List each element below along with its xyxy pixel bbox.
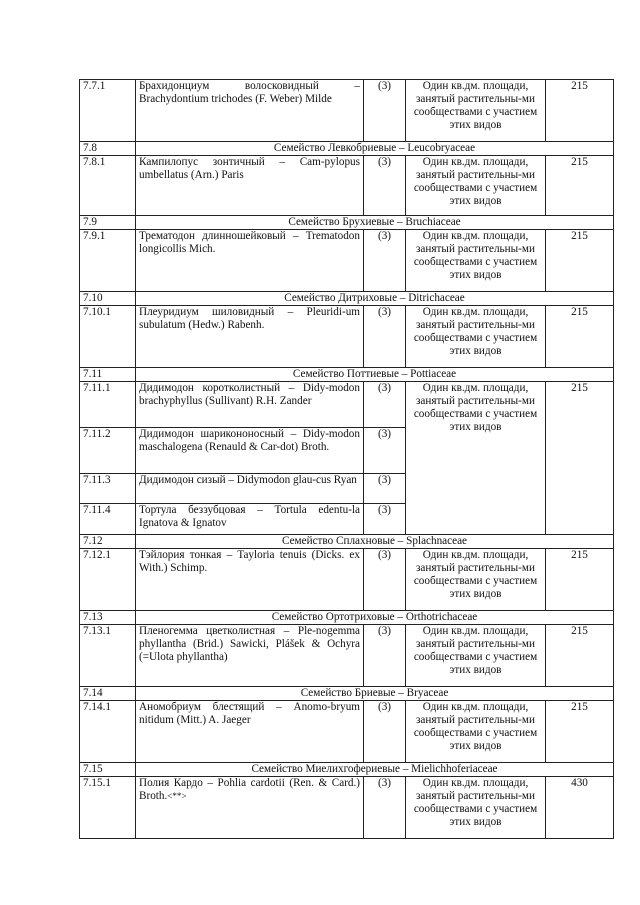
table-row xyxy=(80,763,614,777)
table-row xyxy=(80,777,614,839)
table-row xyxy=(80,625,614,687)
species-table xyxy=(79,79,614,839)
family-heading: Семейство Поттиевые – Pottiaceae xyxy=(136,368,614,382)
unit-cell: Один кв.дм. площади, занятый растительны-ми сообществами с участием этих видов xyxy=(406,701,546,763)
price-cell: 215 xyxy=(546,625,614,687)
species-name-text: Полия Кардо – Pohlia cardotii (Ren. & Card.) Broth. xyxy=(139,777,360,802)
species-name: Плеуридиум шиловидный – Pleuridi-um subulatum (Hedw.) Rabenh. xyxy=(136,306,364,368)
unit-cell: Один кв.дм. площади, занятый растительны-ми сообществами с участием этих видов xyxy=(406,306,546,368)
row-number: 7.13 xyxy=(80,611,136,625)
species-name: Дидимодон коротколистный – Didy-modon brachyphyllus (Sullivant) R.H. Zander xyxy=(136,382,364,428)
family-heading: Семейство Дитриховые – Ditrichaceae xyxy=(136,292,614,306)
unit-cell: Один кв.дм. площади, занятый растительны-ми сообществами с участием этих видов xyxy=(406,156,546,216)
family-heading: Семейство Ортотриховые – Orthotrichaceae xyxy=(136,611,614,625)
unit-cell: Один кв.дм. площади, занятый растительны-ми сообществами с участием этих видов xyxy=(406,625,546,687)
species-name xyxy=(136,777,364,839)
row-number: 7.8 xyxy=(80,142,136,156)
row-number: 7.8.1 xyxy=(80,156,136,216)
species-name: Дидимодон сизый – Didymodon glau-cus Ryan xyxy=(136,474,364,504)
price-cell: 215 xyxy=(546,382,614,535)
row-number: 7.15 xyxy=(80,763,136,777)
table-row xyxy=(80,701,614,763)
category-cell: (3) xyxy=(364,80,406,142)
species-name: Тэйлория тонкая – Tayloria tenuis (Dicks. ex With.) Schimp. xyxy=(136,549,364,611)
row-number: 7.12.1 xyxy=(80,549,136,611)
row-number: 7.15.1 xyxy=(80,777,136,839)
table-row xyxy=(80,687,614,701)
family-heading: Семейство Бриевые – Bryaceae xyxy=(136,687,614,701)
row-number: 7.9 xyxy=(80,216,136,230)
category-cell: (3) xyxy=(364,156,406,216)
row-number: 7.14.1 xyxy=(80,701,136,763)
unit-cell: Один кв.дм. площади, занятый растительны-ми сообществами с участием этих видов xyxy=(406,382,546,535)
species-name: Пленогемма цветколистная – Ple-nogemma phyllantha (Brid.) Sawicki, Plášek & Ochyra (=Ulota phyllantha) xyxy=(136,625,364,687)
unit-cell: Один кв.дм. площади, занятый растительны-ми сообществами с участием этих видов xyxy=(406,549,546,611)
unit-cell: Один кв.дм. площади, занятый растительны-ми сообществами с участием этих видов xyxy=(406,80,546,142)
category-cell: (3) xyxy=(364,230,406,292)
row-number: 7.14 xyxy=(80,687,136,701)
family-heading: Семейство Сплахновые – Splachnaceae xyxy=(136,535,614,549)
table-row xyxy=(80,80,614,142)
row-number: 7.11.1 xyxy=(80,382,136,428)
row-number: 7.11.3 xyxy=(80,474,136,504)
row-number: 7.9.1 xyxy=(80,230,136,292)
row-number: 7.10 xyxy=(80,292,136,306)
species-name: Аномобриум блестящий – Anomo-bryum nitidum (Mitt.) A. Jaeger xyxy=(136,701,364,763)
category-cell: (3) xyxy=(364,504,406,535)
price-cell: 430 xyxy=(546,777,614,839)
category-cell: (3) xyxy=(364,701,406,763)
species-name: Дидимодон шарикононосный – Didy-modon maschalogena (Renauld & Car-dot) Broth. xyxy=(136,428,364,474)
row-number: 7.13.1 xyxy=(80,625,136,687)
unit-cell: Один кв.дм. площади, занятый растительны-ми сообществами с участием этих видов xyxy=(406,777,546,839)
row-number: 7.11 xyxy=(80,368,136,382)
table-row xyxy=(80,142,614,156)
footnote-marker: <**> xyxy=(167,791,187,801)
species-name: Брахидонциум волосковидный – Brachydontium trichodes (F. Weber) Milde xyxy=(136,80,364,142)
category-cell: (3) xyxy=(364,777,406,839)
table-row xyxy=(80,549,614,611)
table-row xyxy=(80,216,614,230)
family-heading: Семейство Миелихгофериевые – Mielichhoferiaceae xyxy=(136,763,614,777)
species-name: Кампилопус зонтичный – Cam-pylopus umbellatus (Arn.) Paris xyxy=(136,156,364,216)
table-row xyxy=(80,156,614,216)
table-row xyxy=(80,306,614,368)
price-cell: 215 xyxy=(546,549,614,611)
table-row xyxy=(80,368,614,382)
price-cell: 215 xyxy=(546,306,614,368)
row-number: 7.12 xyxy=(80,535,136,549)
category-cell: (3) xyxy=(364,306,406,368)
family-heading: Семейство Брухиевые – Bruchiaceae xyxy=(136,216,614,230)
category-cell: (3) xyxy=(364,625,406,687)
family-heading: Семейство Левкобриевые – Leucobryaceae xyxy=(136,142,614,156)
species-name: Тортула беззубцовая – Tortula edentu-la Ignatova & Ignatov xyxy=(136,504,364,535)
species-name: Трематодон длинношейковый – Trematodon longicollis Mich. xyxy=(136,230,364,292)
price-cell: 215 xyxy=(546,80,614,142)
table-row xyxy=(80,382,614,428)
table-row xyxy=(80,230,614,292)
table-row xyxy=(80,292,614,306)
price-cell: 215 xyxy=(546,230,614,292)
table-row xyxy=(80,611,614,625)
row-number: 7.7.1 xyxy=(80,80,136,142)
table-row xyxy=(80,535,614,549)
row-number: 7.11.4 xyxy=(80,504,136,535)
category-cell: (3) xyxy=(364,474,406,504)
category-cell: (3) xyxy=(364,428,406,474)
row-number: 7.10.1 xyxy=(80,306,136,368)
price-cell: 215 xyxy=(546,156,614,216)
unit-cell: Один кв.дм. площади, занятый растительны-ми сообществами с участием этих видов xyxy=(406,230,546,292)
category-cell: (3) xyxy=(364,549,406,611)
category-cell: (3) xyxy=(364,382,406,428)
price-cell: 215 xyxy=(546,701,614,763)
row-number: 7.11.2 xyxy=(80,428,136,474)
